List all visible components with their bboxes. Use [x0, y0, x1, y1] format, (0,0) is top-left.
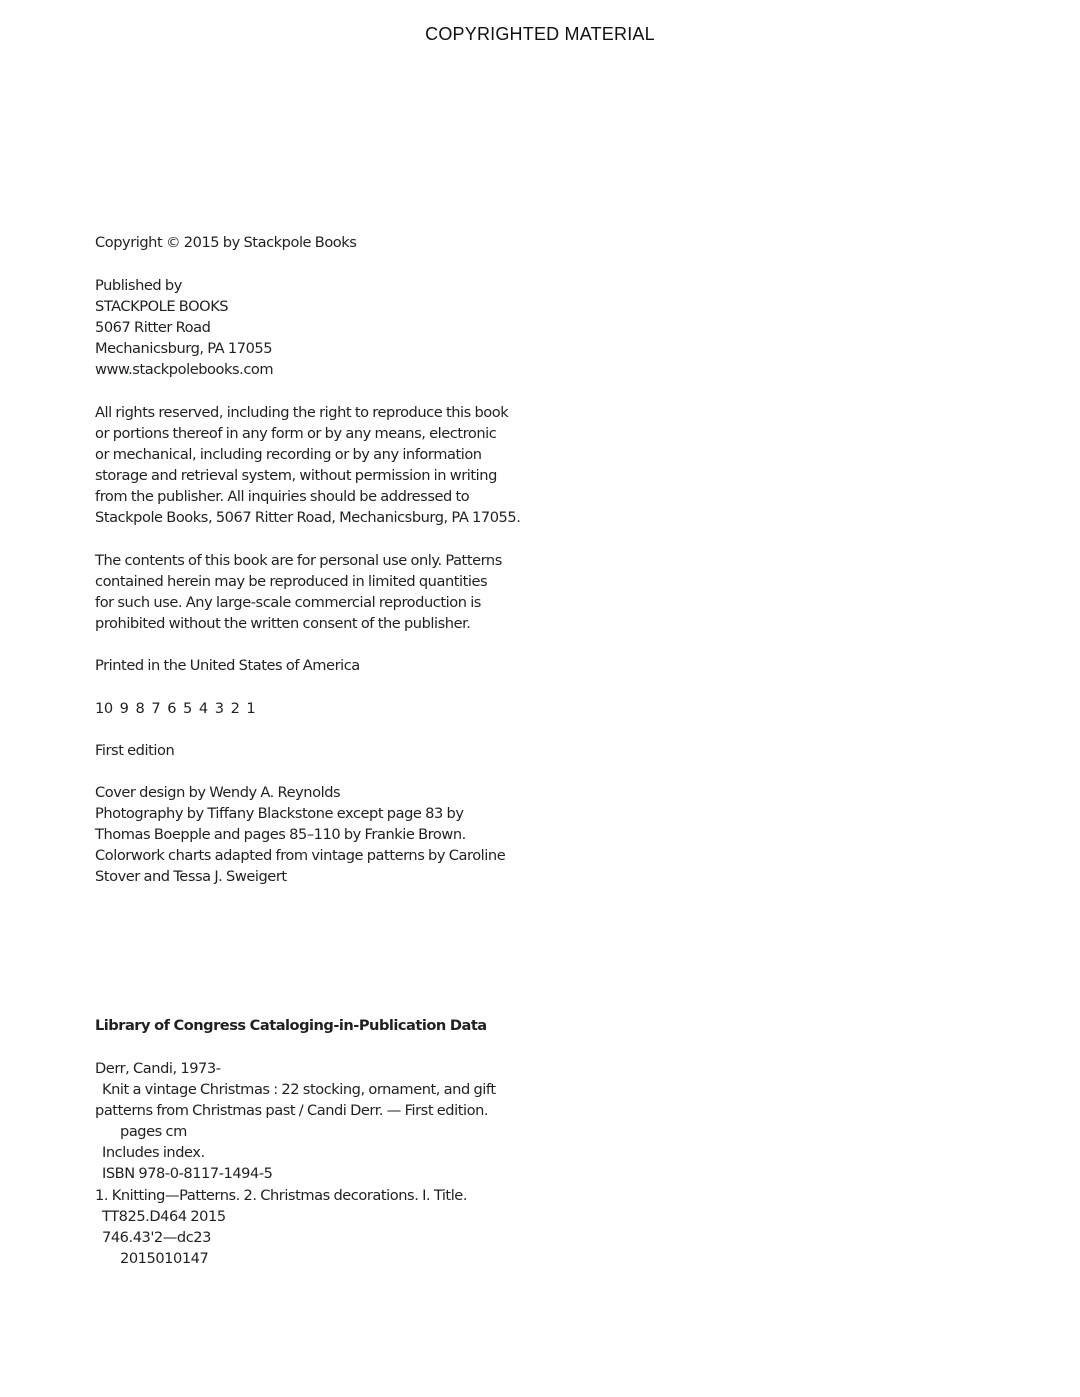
printer-key: [95, 698, 555, 719]
printer-key-number: 10: [95, 700, 113, 717]
credit-line: Stover and Tessa J. Sweigert: [95, 868, 287, 886]
publisher-website: www.stackpolebooks.com: [95, 361, 274, 379]
cip-heading-block: [95, 1015, 555, 1036]
cip-index: Includes index.: [102, 1144, 205, 1162]
rights-line: from the publisher. All inquiries should be addressed to: [95, 488, 470, 506]
edition-line: First edition: [95, 742, 175, 759]
copyrighted-material-watermark: COPYRIGHTED MATERIAL: [425, 24, 655, 44]
cip-heading: Library of Congress Cataloging-in-Publication Data: [95, 1017, 487, 1034]
printer-key-number: 1: [246, 700, 256, 717]
edition-info: [95, 740, 555, 761]
cip-title-line: patterns from Christmas past / Candi Derr. — First edition.: [95, 1102, 489, 1120]
cip-lcc: TT825.D464 2015: [102, 1207, 226, 1225]
publisher-line: Published by: [95, 277, 182, 294]
cip-subjects: 1. Knitting—Patterns. 2. Christmas decorations. I. Title.: [95, 1186, 468, 1204]
printed-location: [95, 655, 555, 676]
printer-key-number: 6: [167, 700, 177, 717]
publisher-info: [95, 275, 555, 380]
rights-line: or mechanical, including recording or by any information: [95, 446, 482, 464]
copyright-line: Copyright © 2015 by Stackpole Books: [95, 234, 357, 251]
usage-line: prohibited without the written consent of the publisher.: [95, 615, 471, 633]
rights-line: storage and retrieval system, without permission in writing: [95, 467, 497, 485]
publisher-street: 5067 Ritter Road: [95, 319, 211, 337]
cip-isbn: ISBN 978-0-8117-1494-5: [102, 1165, 273, 1183]
printed-line: Printed in the United States of America: [95, 657, 360, 674]
rights-line: Stackpole Books, 5067 Ritter Road, Mechanicsburg, PA 17055.: [95, 509, 521, 527]
printer-key-number: 7: [151, 700, 161, 717]
copyright-notice: [95, 232, 555, 253]
publisher-name: STACKPOLE BOOKS: [95, 298, 229, 316]
cip-title-line: Knit a vintage Christmas : 22 stocking, ornament, and gift: [102, 1081, 496, 1099]
usage-line: for such use. Any large-scale commercial reproduction is: [95, 594, 481, 612]
credits: [95, 782, 555, 887]
cip-pages: pages cm: [120, 1123, 187, 1141]
rights-line: All rights reserved, including the right to reproduce this book: [95, 404, 509, 421]
credit-line: Colorwork charts adapted from vintage patterns by Caroline: [95, 847, 506, 865]
rights-paragraph: [95, 402, 555, 529]
cip-author: Derr, Candi, 1973-: [95, 1060, 221, 1077]
cip-lccn: 2015010147: [120, 1249, 209, 1267]
printer-key-number: 9: [119, 700, 129, 717]
credit-line: Photography by Tiffany Blackstone except page 83 by: [95, 805, 464, 823]
rights-line: or portions thereof in any form or by any means, electronic: [95, 425, 497, 443]
printer-key-number: 8: [135, 700, 145, 717]
printer-key-number: 5: [183, 700, 192, 717]
printer-key-number: 2: [230, 700, 240, 717]
credit-line: Cover design by Wendy A. Reynolds: [95, 784, 341, 801]
cip-record: [95, 1058, 555, 1269]
usage-line: contained herein may be reproduced in limited quantities: [95, 573, 488, 591]
printer-key-number: 4: [198, 700, 208, 717]
printer-key-number: 3: [214, 700, 224, 717]
credit-line: Thomas Boepple and pages 85–110 by Frankie Brown.: [95, 826, 466, 844]
usage-line: The contents of this book are for personal use only. Patterns: [95, 552, 502, 569]
publisher-city: Mechanicsburg, PA 17055: [95, 340, 273, 358]
cip-ddc: 746.43'2—dc23: [102, 1228, 211, 1246]
usage-paragraph: [95, 550, 555, 634]
